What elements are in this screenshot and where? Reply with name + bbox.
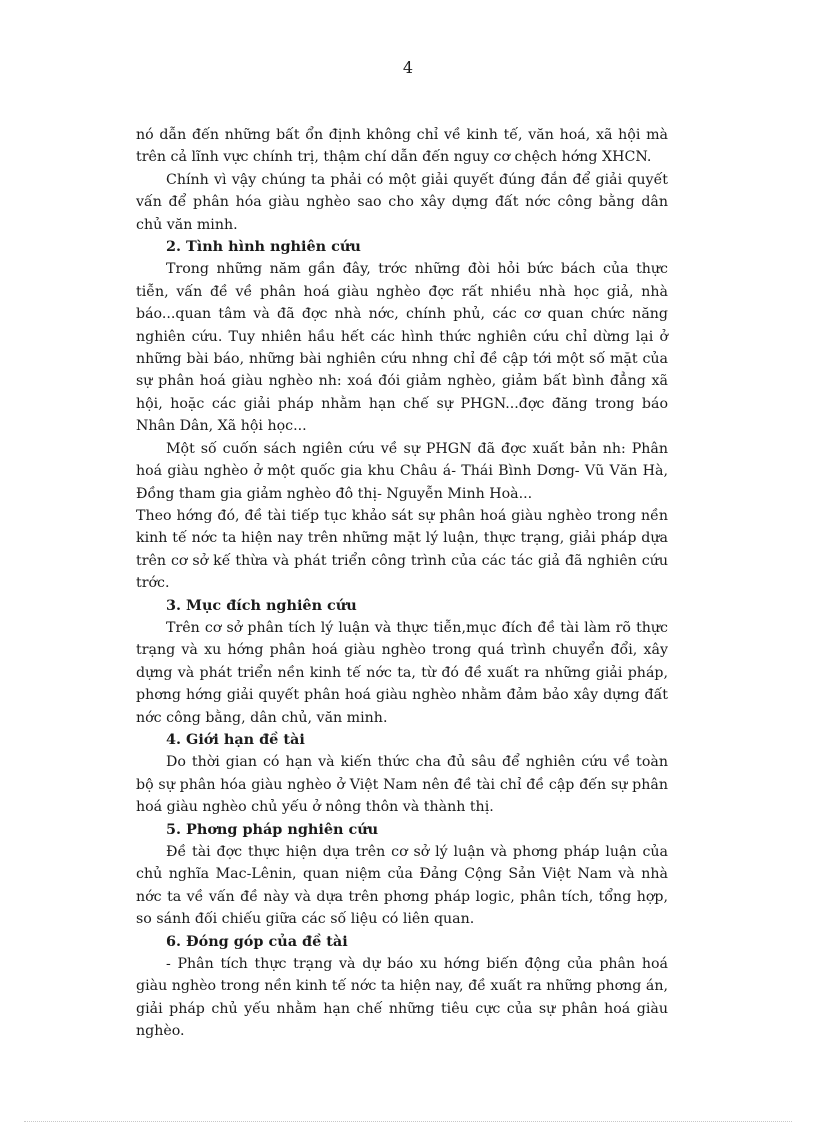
paragraph-research-status: Trong những năm gần đây, trớc những đòi hỏi bức bách của thực tiễn, vấn đề về phân hoá giàu nghèo đợc rất nhiều nhà học giả, nhà báo...quan tâm và đã đợc nhà nớc, chính phủ, các cơ quan chức năng nghiên cứu. Tuy nhiên hầu hết các hình thức nghiên cứu chỉ dừng lại ở những bài báo, những bài nghiên cứu nhng chỉ đề cập tới một số mặt của sự phân hoá giàu nghèo nh: xoá đói giảm nghèo, giảm bất bình đẳng xã hội, hoặc các giải pháp nhằm hạn chế sự PHGN...đợc đăng trong báo Nhân Dân, Xã hội học... — [136, 261, 668, 435]
section-heading-research-status: 2. Tình hình nghiên cứu — [166, 238, 361, 256]
paragraph-published-books: Một số cuốn sách ngiên cứu về sự PHGN đã đợc xuất bản nh: Phân hoá giàu nghèo ở một quốc gia khu Châu á- Thái Bình Dơng- Vũ Văn Hà, Đồng tham gia giảm nghèo đô thị- Nguyễn Minh Hoà... — [136, 440, 668, 502]
paragraph-scope: Do thời gian có hạn và kiến thức cha đủ sâu để nghiên cứu về toàn bộ sự phân hóa giàu nghèo ở Việt Nam nên đề tài chỉ đề cập đến sự phân hoá giàu nghèo chủ yếu ở nông thôn và thành thị. — [136, 754, 668, 816]
paragraph-contribution: - Phân tích thực trạng và dự báo xu hớng biến động của phân hoá giàu nghèo trong nền kinh tế nớc ta hiện nay, đề xuất ra những phơng án, giải pháp chủ yếu nhằm hạn chế những tiêu cực của sự phân hoá giàu nghèo. — [136, 956, 668, 1040]
document-body — [136, 124, 668, 1043]
section-heading-contribution: 6. Đóng góp của đề tài — [166, 932, 348, 950]
section-heading-scope: 4. Giới hạn đề tài — [166, 730, 305, 748]
paragraph-direction: Theo hớng đó, đề tài tiếp tục khảo sát sự phân hoá giàu nghèo trong nền kinh tế nớc ta hiện nay trên những mặt lý luận, thực trạng, giải pháp dựa trên cơ sở kế thừa và phát triển công trình của các tác giả đã nghiên cứu trớc. — [136, 507, 668, 592]
section-heading-method: 5. Phơng pháp nghiên cứu — [166, 820, 379, 838]
page-number: 4 — [402, 58, 414, 77]
section-heading-purpose: 3. Mục đích nghiên cứu — [166, 596, 357, 614]
paragraph-purpose: Trên cơ sở phân tích lý luận và thực tiễn,mục đích đề tài làm rõ thực trạng và xu hớng phân hoá giàu nghèo trong quá trình chuyển đổi, xây dựng và phát triển nền kinh tế nớc ta, từ đó đề xuất ra những giải pháp, phơng hớng giải quyết phân hoá giàu nghèo nhằm đảm bảo xây dựng đất nớc công bằng, dân chủ, văn minh. — [136, 619, 668, 726]
paragraph-method: Đề tài đợc thực hiện dựa trên cơ sở lý luận và phơng pháp luận của chủ nghĩa Mac-Lênin, quan niệm của Đảng Cộng Sản Việt Nam và nhà nớc ta về vấn đề này và dựa trên phơng pháp logic, phân tích, tổng hợp, so sánh đối chiếu giữa các số liệu có liên quan. — [136, 844, 668, 928]
page-bottom-rule — [24, 1121, 792, 1122]
paragraph-conclusion: Chính vì vậy chúng ta phải có một giải quyết đúng đắn để giải quyết vấn để phân hóa giàu nghèo sao cho xây dựng đất nớc công bằng dân chủ văn minh. — [136, 171, 668, 233]
paragraph-continuation: nó dẫn đến những bất ổn định không chỉ về kinh tế, văn hoá, xã hội mà trên cả lĩnh vực chính trị, thậm chí dẫn đến nguy cơ chệch hớng XHCN. — [136, 127, 668, 166]
